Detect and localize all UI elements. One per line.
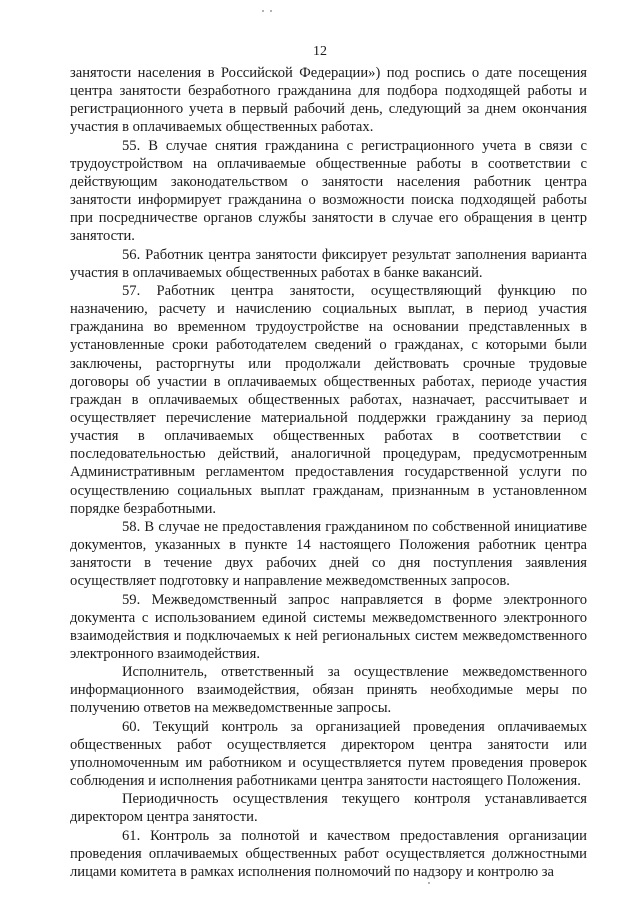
- paragraph-executor: Исполнитель, ответственный за осуществление межведомственного информационного взаимодействия, обязан принять необходимые меры по получению ответов на межведомственные запросы.: [70, 664, 587, 717]
- scan-speck: [262, 10, 264, 12]
- paragraph-55: 55. В случае снятия гражданина с регистрационного учета в связи с трудоустройством на оплачиваемые общественные работы в соответствии с действующим законодательством о занятости населения работник центра занятости информирует гражданина о возможности поиска подходящей работы при посредничестве органов службы занятости в случае его обращения в центр занятости.: [70, 137, 587, 245]
- page-number: 12: [313, 44, 327, 59]
- paragraph-continuation: занятости населения в Российской Федерации») под роспись о дате посещения центра занятости безработного гражданина для подбора подходящей работы и регистрационного учета в первый рабочий день, следующий за днем окончания участия в оплачиваемых общественных работах.: [70, 65, 587, 136]
- paragraph-57: 57. Работник центра занятости, осуществляющий функцию по назначению, расчету и начислению социальных выплат, в период участия гражданина во временном трудоустройстве на основании представленных в установленные сроки работодателем сведений о гражданах, с которыми были заключены, расторгнуты или продолжали действовать срочные трудовые договоры об участии в оплачиваемых общественных работах, периоде участия граждан в оплачиваемых общественных работах, назначает, рассчитывает и осуществляет перечисление материальной поддержки гражданину за период участия в оплачиваемых общественных работах в соответствии с последовательностью действий, аналогичной процедурам, предусмотренным Административным регламентом предоставления государственной услуги по осуществлению социальных выплат гражданам, признанным в установленном порядке безработными.: [70, 282, 587, 517]
- scan-speck: [428, 882, 430, 884]
- paragraph-60: 60. Текущий контроль за организацией проведения оплачиваемых общественных работ осуществляется директором центра занятости или уполномоченным им работником и осуществляется путем проведения проверок соблюдения и исполнения работниками центра занятости настоящего Положения.: [70, 718, 587, 790]
- scan-speck: [270, 10, 272, 12]
- paragraph-61: 61. Контроль за полнотой и качеством предоставления организации проведения оплачиваемых общественных работ осуществляется должностными лицами комитета в рамках исполнения полномочий по надзору и контролю за: [70, 827, 587, 880]
- paragraph-58: 58. В случае не предоставления гражданином по собственной инициативе документов, указанных в пункте 14 настоящего Положения работник центра занятости в течение двух рабочих дней со дня поступления заявления осуществляет подготовку и направление межведомственных запросов.: [70, 518, 587, 590]
- document-body: [70, 64, 587, 881]
- paragraph-59: 59. Межведомственный запрос направляется в форме электронного документа с использованием единой системы межведомственного электронного взаимодействия и подключаемых к ней региональных систем межведомственного электронного взаимодействия.: [70, 591, 587, 662]
- paragraph-56: 56. Работник центра занятости фиксирует результат заполнения варианта участия в оплачиваемых общественных работах в банке вакансий.: [70, 246, 587, 281]
- paragraph-periodicity: Периодичность осуществления текущего контроля устанавливается директором центра занятости.: [70, 791, 587, 826]
